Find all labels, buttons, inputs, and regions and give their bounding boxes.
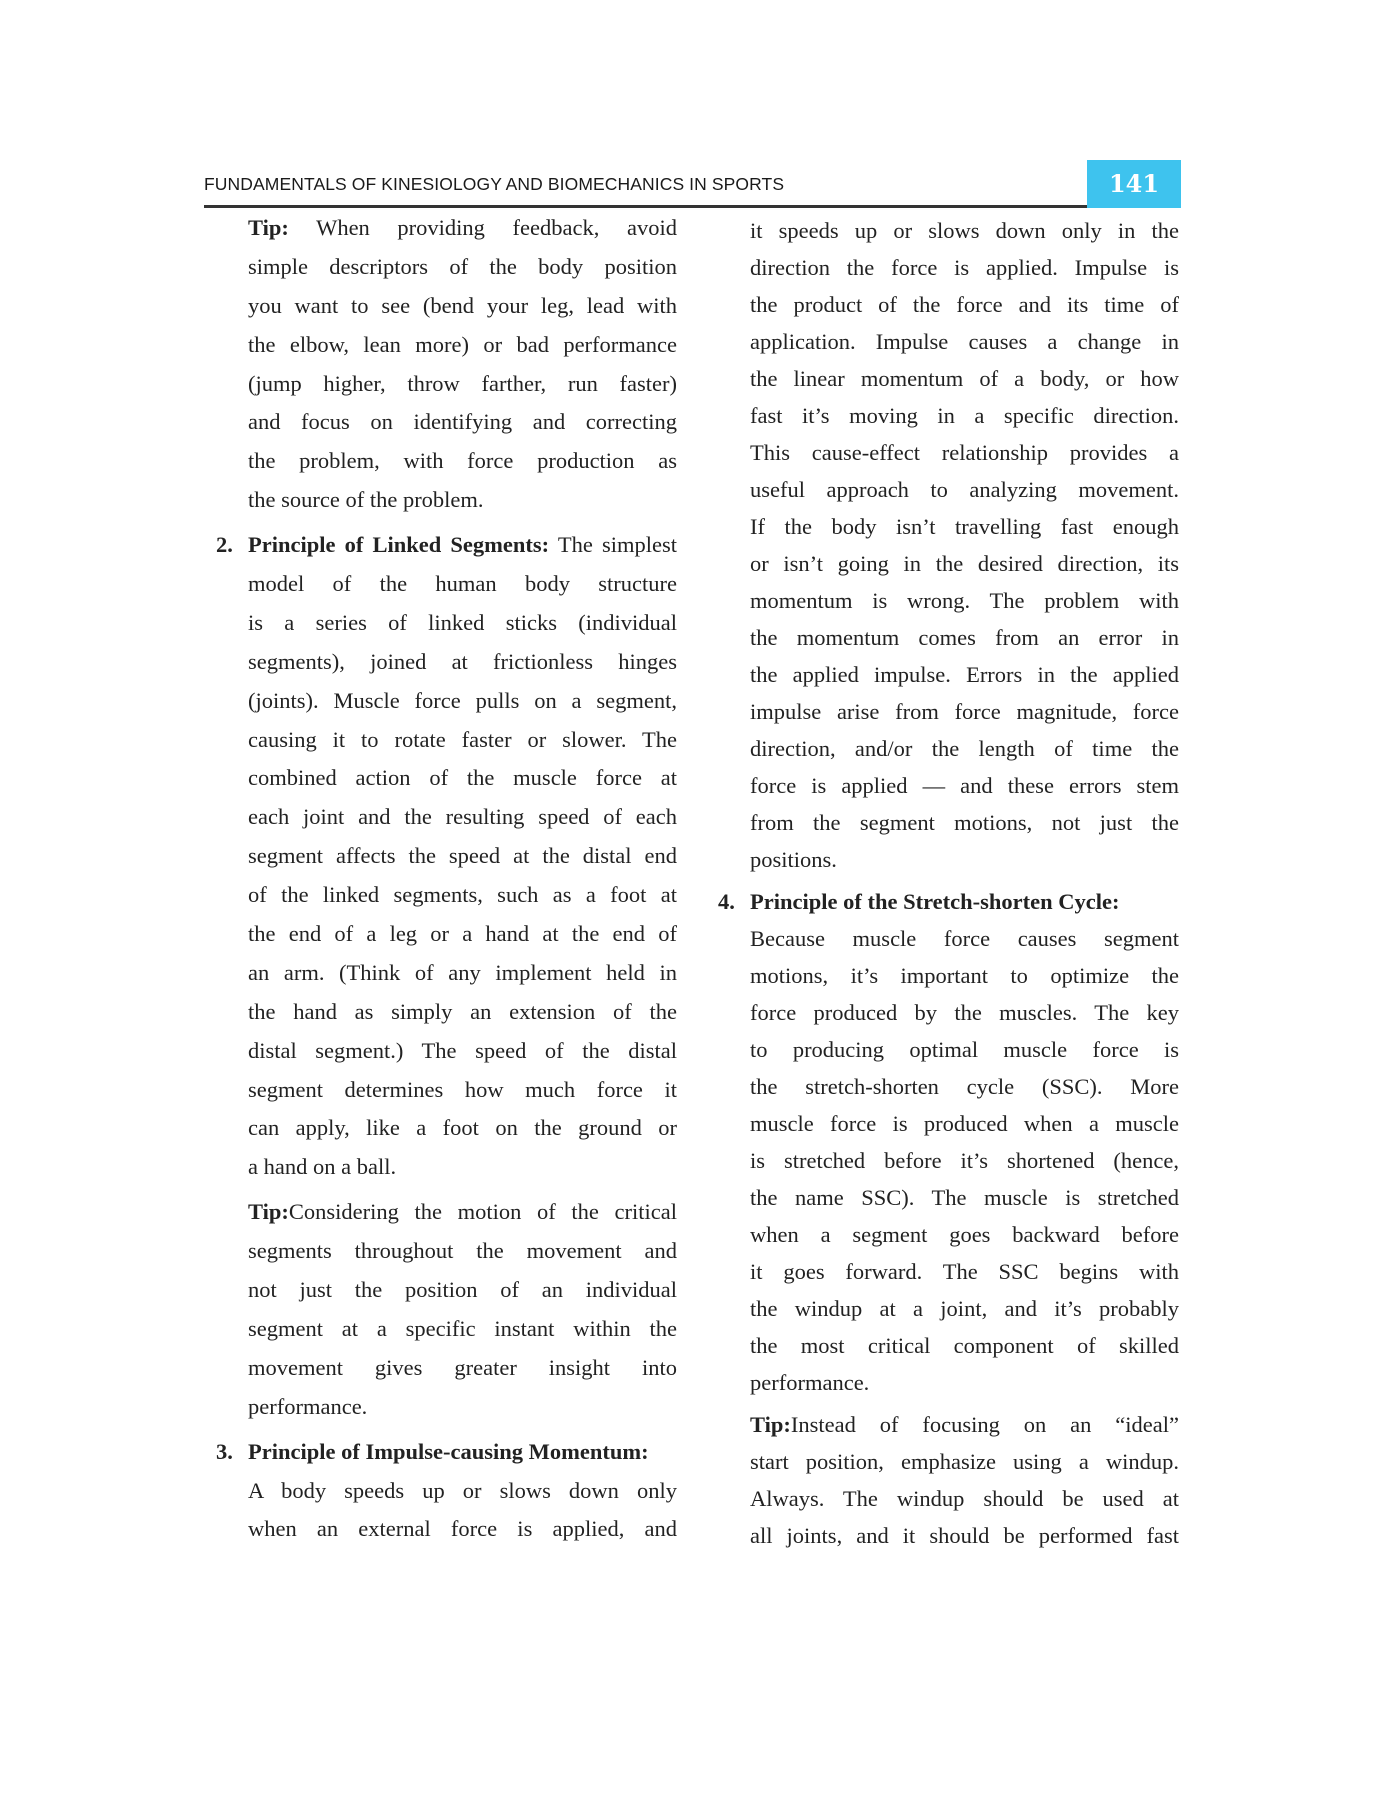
text-line [750,841,1179,878]
text-line [248,721,677,760]
text-line [248,248,677,287]
text-line [248,365,677,404]
line-text: is stretched before it’s shortened (hence, [750,1148,1179,1173]
line-text: direction, and/or the length of time the [750,736,1179,761]
text-line [750,1253,1179,1290]
text-line [750,1290,1179,1327]
text-line [750,397,1179,434]
text-line [750,767,1179,804]
text-line [750,1480,1179,1517]
line-text: the stretch-shorten cycle (SSC). More [750,1074,1179,1099]
text-line [248,643,677,682]
text-line [248,759,677,798]
text-line [248,481,677,520]
text-line [750,1327,1179,1364]
line-text: a hand on a ball. [248,1154,397,1180]
text-line [750,249,1179,286]
line-text: the name SSC). The muscle is stretched [750,1185,1179,1210]
line-text: the source of the problem. [248,487,484,513]
item-number: 4. [718,889,735,914]
line-text: useful approach to analyzing movement. [750,477,1179,502]
text-line [750,508,1179,545]
text-line [750,323,1179,360]
line-text: A body speeds up or slows down only [248,1477,677,1503]
line-text: causing it to rotate faster or slower. The [248,726,677,752]
text-line [248,1349,677,1388]
line-text: can apply, like a foot on the ground or [248,1115,677,1141]
text-line [750,1406,1179,1443]
line-text: segments throughout the movement and [248,1238,677,1264]
numbered-principle [216,526,678,1187]
numbered-principle [216,1433,677,1550]
line-text: force is applied — and these errors stem [750,773,1179,798]
bold-lead: Tip: [248,1199,289,1225]
line-text: the most critical component of skilled [750,1333,1179,1358]
line-text: all joints, and it should be performed fast [750,1523,1179,1548]
line-text: movement gives greater insight into [248,1354,677,1380]
line-text: positions. [750,847,837,872]
line-text: each joint and the resulting speed of each [248,804,677,830]
line-text: Considering the motion of the critical [288,1199,677,1225]
text-line [248,1071,677,1110]
text-line [750,957,1179,994]
text-line [248,1193,677,1232]
text-line [750,1068,1179,1105]
line-text: it goes forward. The SSC begins with [750,1259,1179,1284]
text-line [750,545,1179,582]
bold-lead: Principle of Impulse-causing Momentum: [248,1438,649,1464]
line-text: force produced by the muscles. The key [750,1000,1179,1025]
line-text: impulse arise from force magnitude, force [750,699,1179,724]
line-text: segment affects the speed at the distal end [248,843,677,869]
text-line [248,1510,677,1549]
line-text: and focus on identifying and correcting [248,409,677,435]
line-text: the product of the force and its time of [750,292,1179,317]
text-line [216,526,678,565]
line-text: the elbow, lean more) or bad performance [248,331,677,357]
line-text: Always. The windup should be used at [750,1486,1179,1511]
line-text: The simplest [549,532,678,558]
text-line [248,1232,677,1271]
text-line [248,1109,677,1148]
text-line [248,1472,677,1511]
book-title: FUNDAMENTALS OF KINESIOLOGY AND BIOMECHANICS IN SPORTS [204,174,785,194]
text-line [248,1271,677,1310]
bold-lead: Tip: [248,215,289,240]
text-line [750,1364,1179,1401]
line-text: direction the force is applied. Impulse is [750,255,1179,280]
text-line [750,1443,1179,1480]
text-line [248,798,677,837]
text-line [750,1216,1179,1253]
line-text: combined action of the muscle force at [248,765,677,791]
text-line [248,915,677,954]
text-line [248,565,677,604]
line-text: (joints). Muscle force pulls on a segment, [248,687,677,713]
line-text: (jump higher, throw farther, run faster) [248,370,677,396]
text-line [750,730,1179,767]
line-text: start position, emphasize using a windup. [750,1449,1179,1474]
line-text: segment at a specific instant within the [248,1315,677,1341]
line-text: momentum is wrong. The problem with [750,588,1179,613]
page-number: 141 [1087,160,1181,208]
line-text: the applied impulse. Errors in the applied [750,662,1179,687]
line-text: fast it’s moving in a specific direction. [750,403,1179,428]
tip-paragraph [248,209,677,520]
bold-lead: Tip: [750,1412,791,1437]
text-line [750,286,1179,323]
text-line [750,693,1179,730]
line-text: muscle force is produced when a muscle [750,1111,1179,1136]
text-line [750,804,1179,841]
line-text: If the body isn’t travelling fast enough [750,514,1179,539]
item-number: 3. [216,1438,233,1464]
line-text: application. Impulse causes a change in [750,329,1179,354]
line-text: the linear momentum of a body, or how [750,366,1179,391]
line-text: model of the human body structure [248,571,677,597]
text-line [248,682,677,721]
text-line [750,212,1179,249]
text-line [750,1179,1179,1216]
text-line [750,994,1179,1031]
body-paragraph [750,212,1179,878]
line-text: the problem, with force production as [248,448,677,474]
item-number: 2. [216,532,233,558]
line-text: When providing feedback, avoid [288,215,677,240]
text-line [248,993,677,1032]
line-text: performance. [750,1370,870,1395]
line-text: the hand as simply an extension of the [248,998,677,1024]
bold-lead: Principle of Linked Segments: [248,532,550,558]
text-line [248,442,677,481]
text-line [248,1388,677,1427]
line-text: segments), joined at frictionless hinges [248,648,677,674]
text-line [750,619,1179,656]
line-text: of the linked segments, such as a foot at [248,882,677,908]
text-line [248,1148,677,1187]
text-line [750,1142,1179,1179]
line-text: Instead of focusing on an “ideal” [790,1412,1179,1437]
line-text: simple descriptors of the body position [248,253,677,279]
text-line [248,604,677,643]
text-line [248,876,677,915]
line-text: distal segment.) The speed of the distal [248,1037,677,1063]
text-line [750,1031,1179,1068]
text-line [750,471,1179,508]
line-text: is a series of linked sticks (individual [248,609,677,635]
numbered-principle [718,883,1179,1401]
line-text: the windup at a joint, and it’s probably [750,1296,1179,1321]
text-line [750,920,1179,957]
text-line [750,582,1179,619]
line-text: or isn’t going in the desired direction, its [750,551,1179,576]
text-line [750,656,1179,693]
header-rule [204,205,1088,208]
line-text: the end of a leg or a hand at the end of [248,921,677,947]
line-text: when an external force is applied, and [248,1516,677,1542]
text-line [248,837,677,876]
text-line [718,883,1179,920]
line-text: performance. [248,1393,368,1419]
line-text: motions, it’s important to optimize the [750,963,1179,988]
line-text: it speeds up or slows down only in the [750,218,1179,243]
text-line [248,326,677,365]
text-line [248,287,677,326]
line-text: an arm. (Think of any implement held in [248,959,677,985]
text-line [248,954,677,993]
line-text: the momentum comes from an error in [750,625,1179,650]
text-line [248,1310,677,1349]
line-text: segment determines how much force it [248,1076,677,1102]
left-column [216,209,678,1549]
text-line [216,1433,677,1472]
right-column [718,212,1179,1554]
text-line [750,360,1179,397]
text-line [248,1032,677,1071]
tip-paragraph [248,1193,677,1426]
line-text: Because muscle force causes segment [750,926,1179,951]
text-line [750,434,1179,471]
line-text: you want to see (bend your leg, lead with [248,292,677,318]
line-text: This cause-effect relationship provides a [750,440,1179,465]
text-line [248,209,677,248]
line-text: to producing optimal muscle force is [750,1037,1179,1062]
text-line [248,403,677,442]
line-text: from the segment motions, not just the [750,810,1179,835]
line-text: when a segment goes backward before [750,1222,1179,1247]
text-line [750,1517,1179,1554]
line-text: not just the position of an individual [248,1277,677,1303]
tip-paragraph [750,1406,1179,1554]
bold-lead: Principle of the Stretch-shorten Cycle: [750,889,1120,914]
text-line [750,1105,1179,1142]
